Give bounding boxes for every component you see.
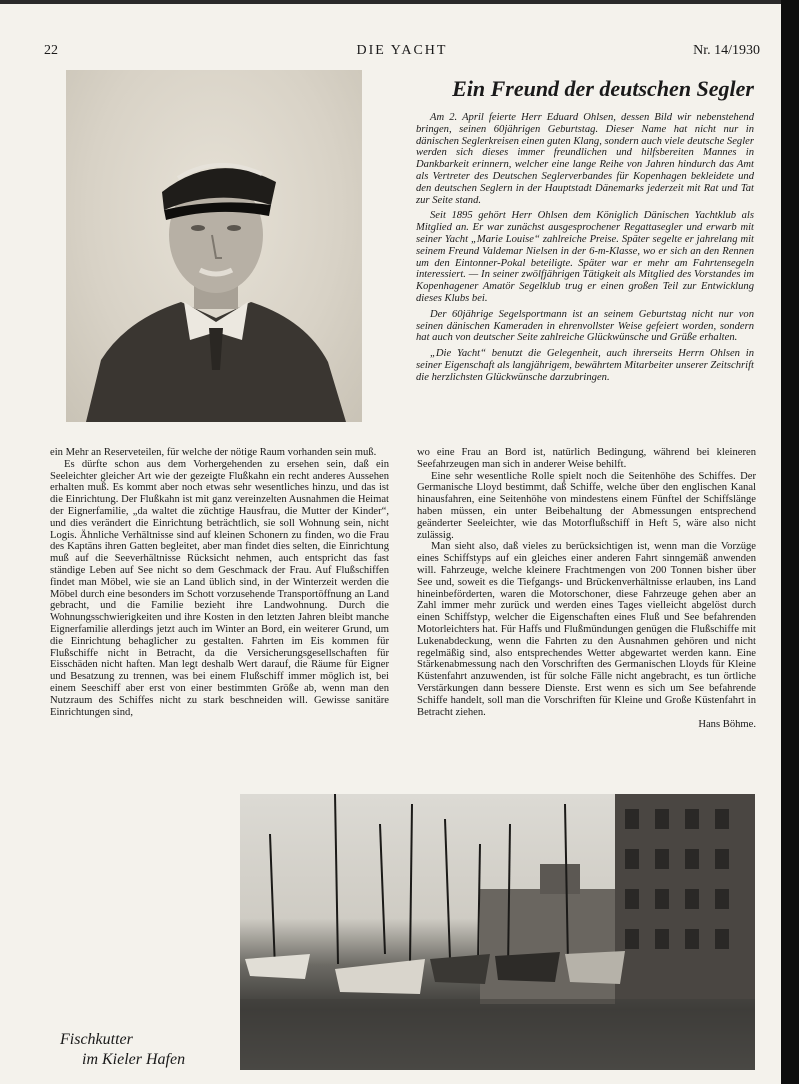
body-paragraph: ein Mehr an Reserveteilen, für welche der nötige Raum vorhanden sein muß. (50, 447, 377, 458)
harbor-illustration (240, 794, 755, 1070)
magazine-title: DIE YACHT (356, 43, 448, 58)
body-column-right (417, 447, 756, 731)
page-number: 22 (44, 43, 58, 58)
article-headline: Ein Freund der deutschen Segler (452, 76, 754, 101)
article-intro (416, 112, 754, 388)
caption-line: Fischkutter (60, 1031, 133, 1048)
harbor-photo (240, 794, 755, 1070)
body-paragraph: Es dürfte schon aus dem Vorhergehenden zu ersehen sein, daß ein Seeleichter gleicher Art wie der gezeigte Flußkahn ein recht anderes Aussehen erhalten muß. Es kommt aber noch etwas sehr wesentliches hinzu, und das ist die Einrichtung. Der Flußkahn ist mit ganz vereinzelten Ausnahmen die Heimat der Eignerfamilie, „da waltet die züchtige Hausfrau, die Mutter der Kinder“, und dies verändert die Einrichtung beträchtlich, sie soll Wohnung sein, nicht Logis. Ähnliche Verhältnisse sind auf kleinen Schonern zu finden, wo die Frau des Kaptäns ihren Gatten begleitet, aber man findet dies selten, die Einrichtung muß auf die Seeverhältnisse Rücksicht nehmen, auch entspricht das fast ständige Leben auf See nicht so dem Geschmack der Frau. Auf Flußschiffen findet man Möbel, wie sie an Land üblich sind, in der Winterzeit werden die Möbel durch eine besonders im Schott vorzusehende Transportöffnung an Land gebracht, und die Familie bezieht ihre Landwohnung. Durch die Wohnungsschwierigkeiten und ihre Kosten in den letzten Jahren bleibt manche Eignerfamilie allerdings jetzt auch im Winter an Bord, ein weiterer Grund, um die Einrichtung behaglicher zu gestalten. Fahrten im Eis kommen für Flußschiffe nicht in Betracht, da die Versicherungsgesellschaften für Eisschäden nicht haften. Man legt deshalb Wert darauf, die Räume für Eigner und Besatzung zu trennen, was bei einem Flußschiff immer möglich ist, bei einem Seeschiff aber erst von einer bestimmten Größe ab, wenn man den Nutzraum des Schiffes nicht zu stark beschneiden will. Gewisse sanitäre Einrichtungen sind, (50, 458, 389, 718)
issue-number: Nr. 14/1930 (693, 43, 760, 58)
intro-paragraph: Seit 1895 gehört Herr Ohlsen dem Königlich Dänischen Yachtklub als Mitglied an. Er war zunächst ausgesprochener Regattasegler und erwarb mit seiner Yacht „Marie Louise“ zahlreiche Preise. Später segelte er jahrelang mit seinem Freund Valdemar Nielsen in der 6-m-Klasse, wo er sich an den Rennen um den Eintonner-Pokal beteiligte. Später war er mehr am Fahrtensegeln interessiert. — In seiner zwölfjährigen Tätigkeit als Mitglied des Vorstandes im Kopenhagener Amatör Segelklub trug er einen großen Teil zur Entwicklung dieses Klubs bei. (416, 210, 754, 304)
portrait-illustration (66, 70, 362, 422)
caption-line: im Kieler Hafen (82, 1051, 186, 1068)
photo-caption (60, 1030, 235, 1070)
page-header (44, 43, 760, 61)
body-paragraph: Man sieht also, daß vieles zu berücksichtigen ist, wenn man die Vorzüge eines Schiffstyps auf ein gleiches einer anderen Fahrt sinngemäß anwenden will. Fahrzeuge, welche kleinere Frachtmengen von 200 Tonnen bisher über See und, soweit es die Tiefgangs- und Brückenverhältnisse erlauben, ins Land hineinbeförderten, waren die Motorschoner, diese Fahrzeuge gehen aber an Zahl immer mehr zurück und werden eines Tages vielleicht abgelöst durch einen Schiffstyp, welcher die Eigenschaften eines Fluß und See befahrenden Motorleichters hat. Für Haffs und Flußmündungen genügen die Flußschiffe mit Lukenabdeckung, wenn die Fahrten zu den Ausnahmen gehören und nicht regelmäßig sind, also entsprechendes Wetter abgewartet werden kann. Eine Stärkenabmessung nach den Vorschriften des Germanischen Lloyds für Kleine Küstenfahrt anzuwenden, ist für solche Fälle nicht angebracht, es tun örtliche Verstärkungen dann bessere Dienste. Erst wenn es sich um See befahrende Schiffe handelt, soll man die Vorschriften für Kleine und Große Küstenfahrt in Betracht ziehen. (417, 541, 756, 718)
intro-paragraph: Der 60jährige Segelsportmann ist an seinem Geburtstag nicht nur von seinen dänischen Kameraden in ehrenvollster Weise gefeiert worden, sondern hat auch von deutscher Seite zahlreiche Glückwünsche und Grüße erhalten. (416, 308, 754, 344)
page-top-border (0, 0, 799, 4)
body-column-left (50, 447, 389, 718)
body-paragraph: Eine sehr wesentliche Rolle spielt noch die Seitenhöhe des Schiffes. Der Germanische Lloyd bestimmt, daß Schiffe, welche über den englischen Kanal hinausfahren, eine Seitenhöhe von mindestens einem Fünftel der Schiffslänge haben müssen, ein unter Beibehaltung der Abmessungen entsprechend geänderter Seeleichter, wie das Motorflußschiff in Heft 5, wäre also nicht zulässig. (417, 470, 756, 541)
body-paragraph: wo eine Frau an Bord ist, natürlich Bedingung, während bei kleineren Seefahrzeugen man sich in anderer Weise behilft. (417, 447, 756, 470)
intro-paragraph: Am 2. April feierte Herr Eduard Ohlsen, dessen Bild wir nebenstehend bringen, seinen 60jährigen Geburtstag. Dieser Name hat nicht nur in dänischen Seglerkreisen einen guten Klang, sondern auch viele deutsche Segler werden sich dieses immer freundlichen und hilfsbereiten Mannes in Dankbarkeit erinnern, welcher eine lange Reihe von Jahren hindurch das Amt als Vertreter des Deutschen Seglerverbandes für Kopenhagen bekleidete und den deutschen Seglern in der Hauptstadt Dänemarks jederzeit mit Rat und Tat zur Seite stand. (416, 112, 754, 206)
intro-paragraph: „Die Yacht“ benutzt die Gelegenheit, auch ihrerseits Herrn Ohlsen in seiner Eigenschaft als langjährigem, bewährtem Mitarbeiter unserer Zeitschrift die herzlichsten Glückwünsche darzubringen. (416, 348, 754, 383)
author-signature: Hans Böhme. (698, 719, 756, 731)
portrait-photo (66, 70, 362, 422)
scan-edge (781, 0, 799, 1084)
